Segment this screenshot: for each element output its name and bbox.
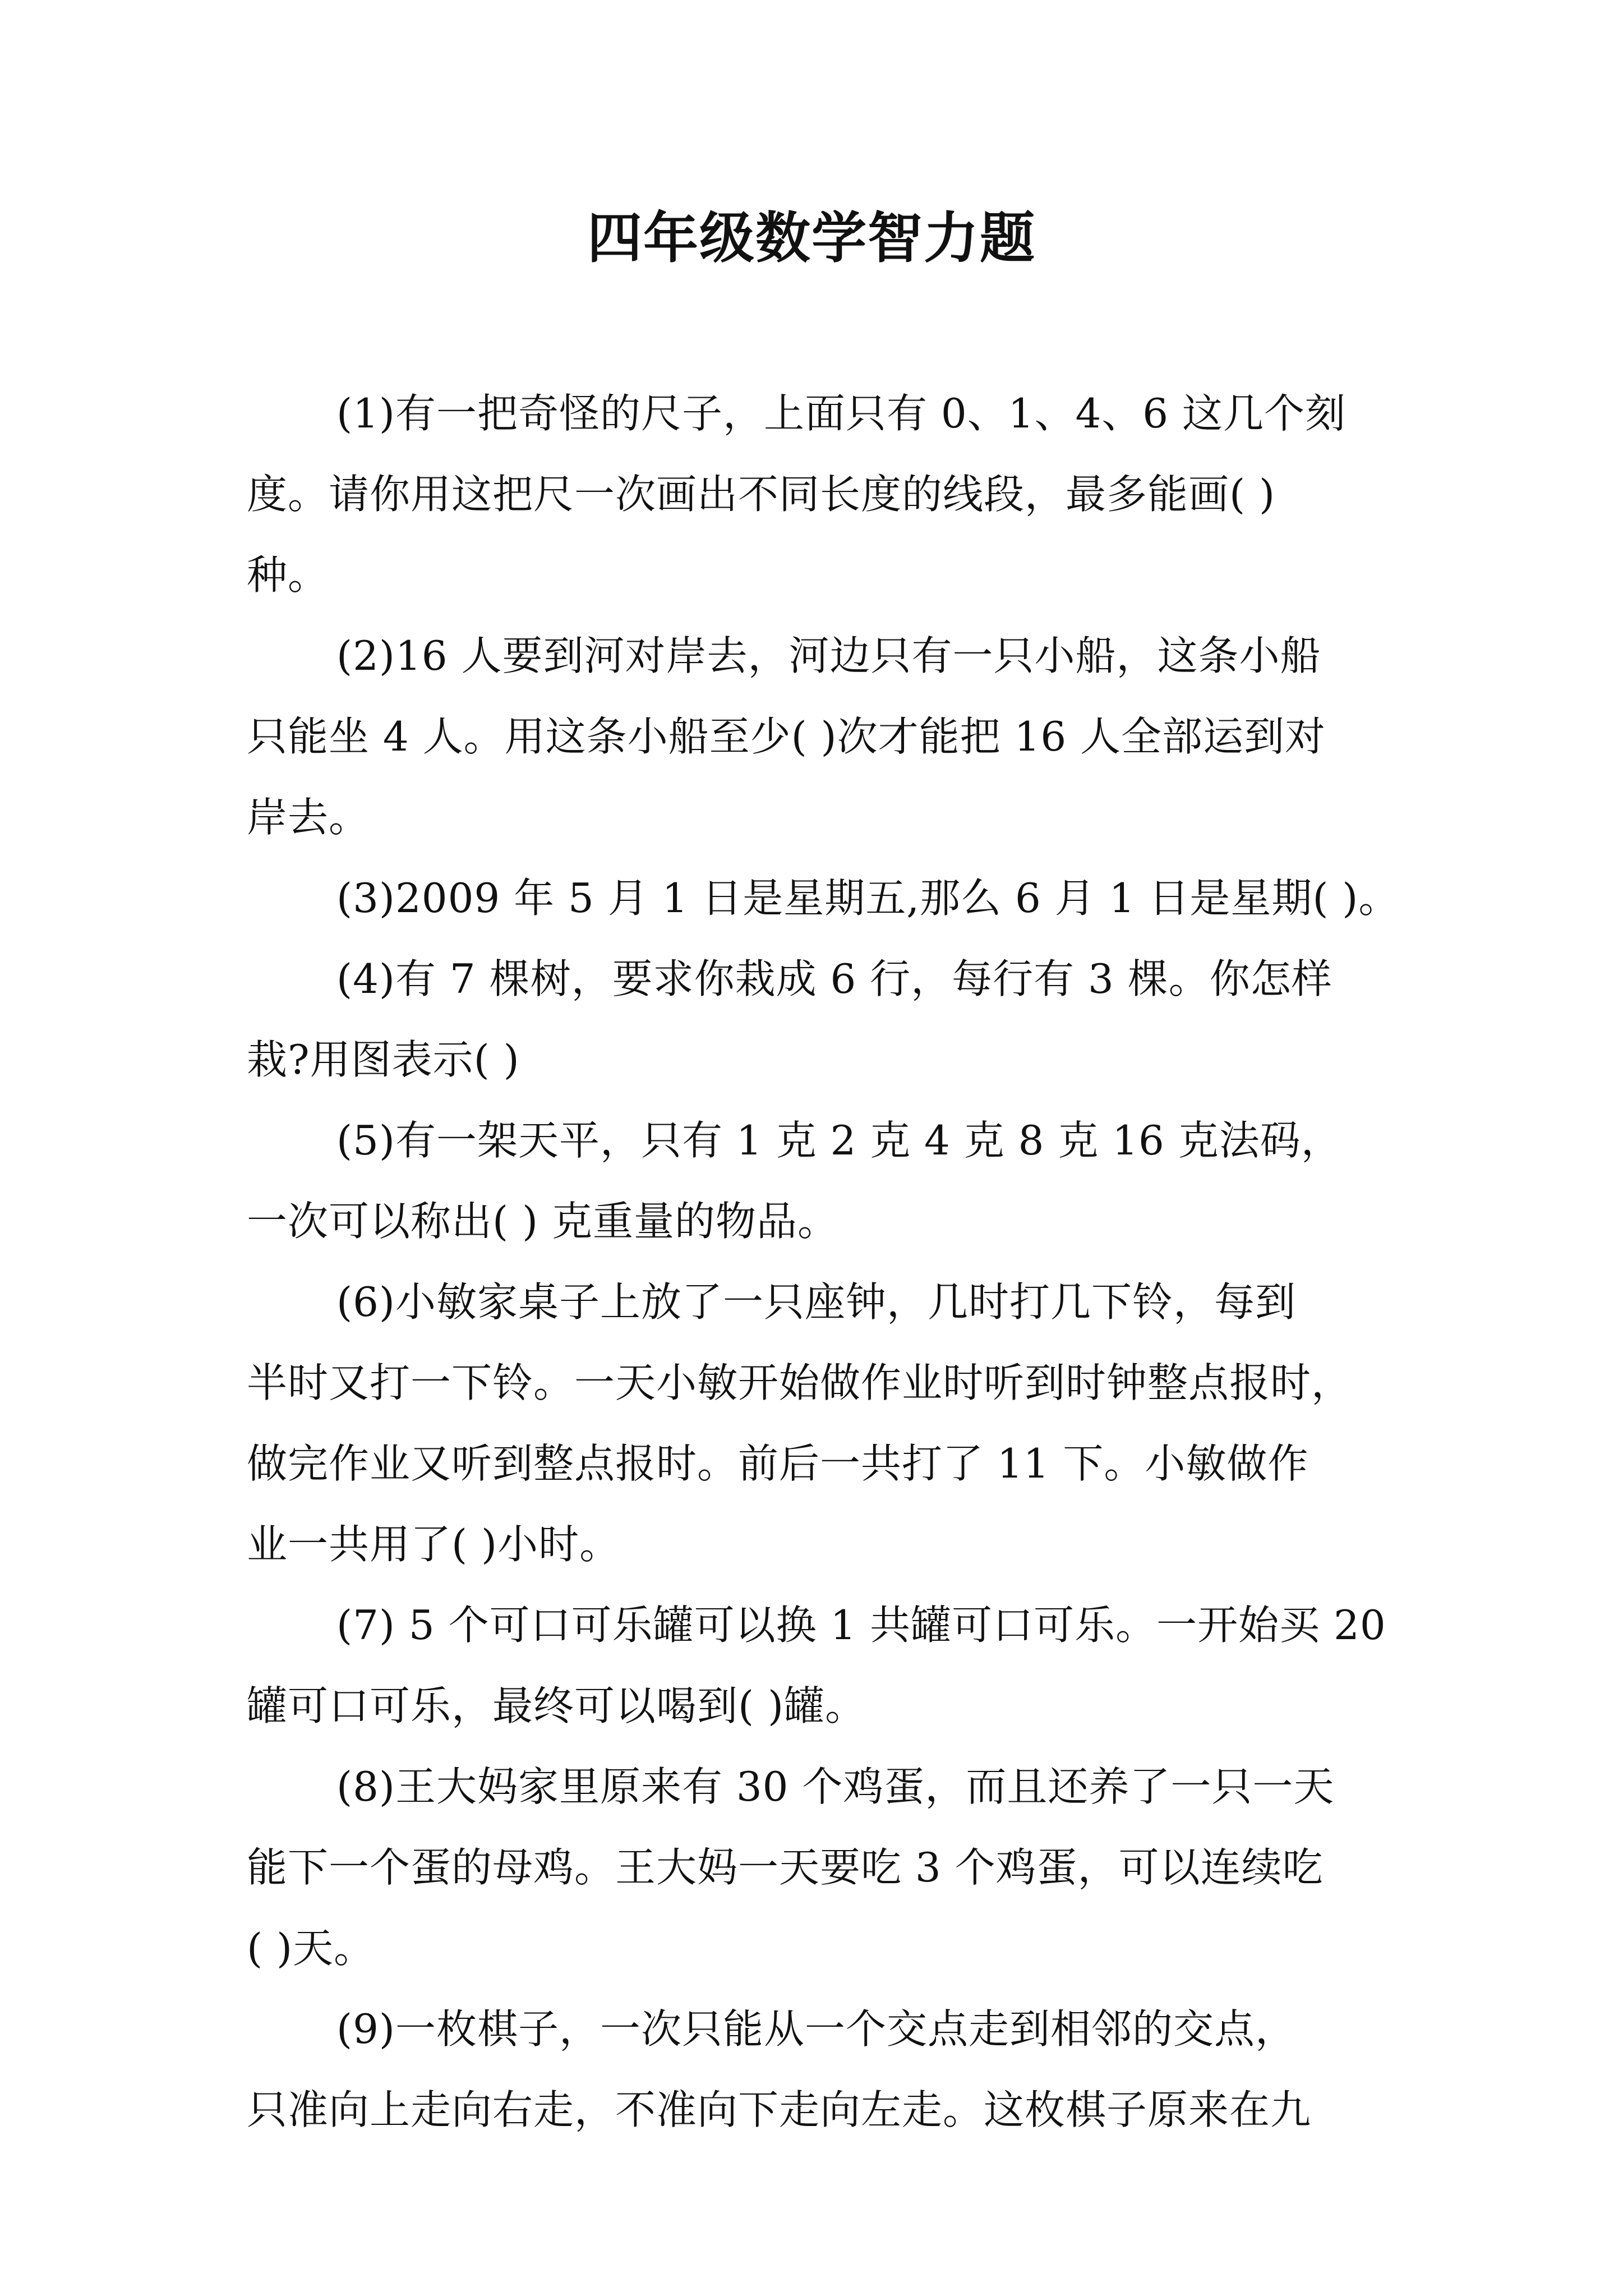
question-line: (9)一枚棋子，一次只能从一个交点走到相邻的交点， — [336, 2005, 1296, 2053]
question-line: (4)有 7 棵树，要求你栽成 6 行，每行有 3 棵。你怎样 — [336, 955, 1332, 1002]
question-line: (3)2009 年 5 月 1 日是星期五,那么 6 月 1 日是星期( )。 — [336, 875, 1400, 922]
question-line: (7) 5 个可口可乐罐可以换 1 共罐可口可乐。一开始买 20 — [336, 1602, 1386, 1649]
question-9 — [247, 1989, 1385, 2150]
question-line: 半时又打一下铃。一天小敏开始做作业时听到时钟整点报时， — [247, 1359, 1353, 1406]
question-1 — [247, 373, 1385, 615]
document-title: 四年级数学智力题 — [587, 206, 1036, 270]
question-8 — [247, 1746, 1385, 1989]
question-4 — [247, 938, 1385, 1100]
question-line: (2)16 人要到河对岸去，河边只有一只小船，这条小船 — [336, 632, 1321, 679]
question-line: 能下一个蛋的母鸡。王大妈一天要吃 3 个鸡蛋，可以连续吃 — [247, 1844, 1324, 1891]
question-5 — [247, 1100, 1385, 1262]
question-2 — [247, 615, 1385, 858]
question-7 — [247, 1585, 1385, 1746]
question-line: (1)有一把奇怪的尺子，上面只有 0、1、4、6 这几个刻 — [336, 390, 1346, 437]
question-line: 做完作业又听到整点报时。前后一共打了 11 下。小敏做作 — [247, 1440, 1309, 1487]
document-body — [247, 373, 1400, 2150]
question-line: 度。请你用这把尺一次画出不同长度的线段，最多能画( ) — [247, 471, 1276, 518]
question-line: 罐可口可乐，最终可以喝到( )罐。 — [247, 1682, 866, 1729]
question-line: 种。 — [247, 551, 329, 599]
question-line: 栽?用图表示( ) — [247, 1036, 520, 1083]
question-line: (6)小敏家桌子上放了一只座钟，几时打几下铃，每到 — [336, 1278, 1296, 1326]
question-line: 岸去。 — [247, 794, 370, 841]
question-line: (8)王大妈家里原来有 30 个鸡蛋，而且还养了一只一天 — [336, 1763, 1335, 1810]
question-6 — [247, 1262, 1385, 1585]
question-line: 只准向上走向右走，不准向下走向左走。这枚棋子原来在九 — [247, 2086, 1312, 2133]
question-3 — [247, 858, 1400, 938]
question-line: 只能坐 4 人。用这条小船至少( )次才能把 16 人全部运到对 — [247, 713, 1326, 760]
question-line: (5)有一架天平，只有 1 克 2 克 4 克 8 克 16 克法码， — [336, 1117, 1342, 1164]
question-line: 业一共用了( )小时。 — [247, 1521, 621, 1568]
question-line: ( )天。 — [247, 1925, 375, 1972]
question-line: 一次可以称出( ) 克重量的物品。 — [247, 1198, 838, 1245]
